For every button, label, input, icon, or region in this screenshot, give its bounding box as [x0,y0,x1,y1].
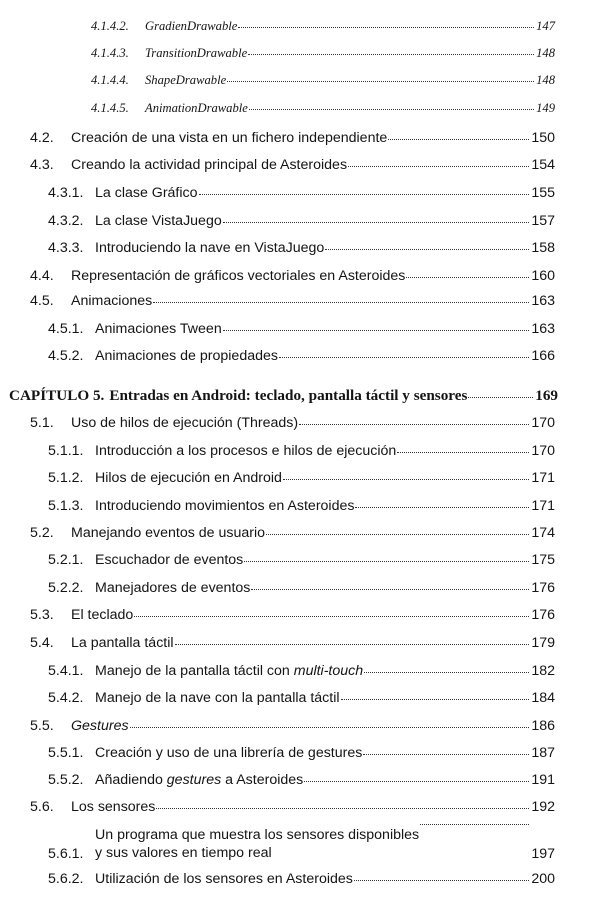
toc-entry-title-text: Manejadores de eventos [95,580,251,596]
toc-entry-title-text: Añadiendo [95,772,167,788]
toc-entry-title-text: Creación de una vista en un fichero independiente [71,130,388,146]
toc-entry-page: 160 [531,268,555,284]
leader-dots [249,109,534,110]
toc-entry-number: 5.5.1. [48,745,84,761]
toc-entry-page: 170 [531,415,555,431]
toc-entry-page: 184 [531,690,555,706]
toc-entry-title-text: La clase VistaJuego [95,213,222,229]
toc-entry-title-text: Manejo de la nave con la pantalla táctil [95,690,340,706]
toc-entry-title-text: GradienDrawable [145,19,238,33]
toc-entry-title [95,552,243,568]
leader-dots [156,808,529,809]
toc-entry-title [71,525,265,541]
leader-dots [355,507,529,508]
toc-entry-page: 179 [531,635,555,651]
toc-entry-title-emphasis: multi-touch [293,663,364,679]
toc-entry-number: 5.1.3. [48,498,84,514]
toc-entry-page: 176 [531,580,555,596]
toc-entry-title [71,799,155,815]
toc-entry-number: 5.6.2. [48,871,84,887]
toc-entry-page: 200 [531,871,555,887]
toc-entry-title-text: El teclado [71,607,134,623]
toc-entry-page: 175 [531,552,555,568]
leader-dots [341,699,530,700]
toc-entry-title [145,73,226,88]
toc-entry-page: 163 [531,293,555,309]
toc-entry-title [95,690,340,706]
toc-entry-title [71,293,152,309]
toc-entry-title-text: Animaciones Tween [95,321,222,337]
toc-entry[interactable] [0,552,555,568]
toc-entry[interactable] [0,663,555,679]
toc-entry-number: 5.1.2. [48,470,84,486]
toc-entry-title-text: La pantalla táctil [71,635,174,651]
toc-entry-title [95,240,324,256]
toc-entry[interactable] [0,826,555,862]
toc-entry-title [95,498,354,514]
toc-entry-page: 169 [535,387,558,404]
toc-entry[interactable] [0,690,555,706]
toc-entry-number: 4.2. [30,130,54,146]
toc-entry-title-text: Uso de hilos de ejecución (Threads) [71,415,299,431]
toc-entry-title-text: Introducción a los procesos e hilos de ejecución [95,443,397,459]
toc-entry-page: 163 [531,321,555,337]
toc-entry-title-emphasis: gestures [166,772,222,788]
leader-dots [251,589,529,590]
toc-entry-page: 157 [531,213,555,229]
toc-entry[interactable] [0,470,555,486]
toc-entry-number: 4.1.4.3. [91,46,129,60]
toc-entry-title-emphasis: Gestures [71,718,129,734]
leader-dots [468,397,533,398]
toc-entry-number: 5.4. [30,635,54,651]
toc-entry-number: 4.4. [30,268,54,284]
toc-entry-title-text: Introduciendo la nave en VistaJuego [95,240,325,256]
toc-entry-number: 4.1.4.4. [91,73,129,87]
toc-entry-title [71,130,387,146]
leader-dots [397,452,529,453]
toc-entry[interactable] [0,348,555,364]
leader-dots [388,139,529,140]
toc-entry-number: 5.6.1. [48,846,84,862]
leader-dots [364,672,529,673]
toc-entry-title [95,580,250,596]
toc-entry[interactable] [0,293,555,309]
toc-entry-title [71,157,347,173]
toc-entry-title-text: Animaciones de propiedades [95,348,278,364]
toc-entry-number: 4.1.4.5. [91,101,129,115]
toc-entry-number: 4.3.1. [48,185,84,201]
toc-entry-title [95,185,198,201]
toc-entry-page: 170 [531,443,555,459]
toc-entry-title-text: Entradas en Android: teclado, pantalla táctil y sensores [109,387,468,404]
leader-dots [279,357,529,358]
toc-entry-number: 4.3. [30,157,54,173]
toc-entry-title-line1: Un programa que muestra los sensores disponibles [95,827,420,843]
toc-entry-page: 147 [536,19,555,33]
toc-entry-title-text: ShapeDrawable [145,73,227,87]
leader-dots [363,754,529,755]
toc-entry-number: 4.1.4.2. [91,19,129,33]
toc-entry-title [145,19,237,34]
toc-entry-number: 5.1.1. [48,443,84,459]
toc-entry-title [95,663,363,679]
toc-entry-title [95,772,303,788]
toc-entry-page: 176 [531,607,555,623]
leader-dots [238,27,534,28]
toc-entry-title-text: Creación y uso de una librería de gestures [95,745,363,761]
leader-dots [223,222,530,223]
toc-entry-number: 5.6. [30,799,54,815]
toc-entry-title-text: Manejo de la pantalla táctil con [95,663,294,679]
toc-entry-title [95,348,278,364]
toc-entry-title-text: Utilización de los sensores en Asteroides [95,871,353,887]
toc-entry-title-text: Representación de gráficos vectoriales en Asteroides [71,268,406,284]
toc-entry-title-text: Animaciones [71,293,153,309]
toc-entry-title-text: Los sensores [71,799,156,815]
leader-dots [227,81,534,82]
toc-entry[interactable] [0,101,555,116]
toc-entry-number: CAPÍTULO 5. [9,387,105,404]
toc-entry-page: 154 [531,157,555,173]
toc-entry-title [95,213,222,229]
toc-entry[interactable] [0,130,555,146]
toc-entry-title-text: Manejando eventos de usuario [71,525,266,541]
toc-entry-page: 150 [531,130,555,146]
toc-entry-page: 174 [531,525,555,541]
toc-entry[interactable] [0,19,555,34]
toc-entry-title [95,826,419,862]
toc-entry-number: 5.5.2. [48,772,84,788]
toc-entry-title-text: Introduciendo movimientos en Asteroides [95,498,355,514]
toc-entry-number: 4.5.1. [48,321,84,337]
toc-entry[interactable] [0,745,555,761]
toc-entry[interactable] [0,580,555,596]
toc-entry[interactable] [0,498,555,514]
toc-entry-title-text: TransitionDrawable [145,46,248,60]
toc-entry-page: 186 [531,718,555,734]
toc-entry[interactable] [0,268,555,284]
toc-entry[interactable] [0,387,558,405]
toc-entry-page: 158 [531,240,555,256]
leader-dots [223,330,530,331]
leader-dots [299,424,529,425]
toc-entry[interactable] [0,185,555,201]
toc-entry[interactable] [0,321,555,337]
toc-entry-title-text: La clase Gráfico [95,185,198,201]
leader-dots [348,166,529,167]
toc-entry-title [109,387,467,405]
toc-entry-number: 4.5.2. [48,348,84,364]
toc-entry-number: 5.4.2. [48,690,84,706]
leader-dots [354,880,529,881]
toc-entry-page: 187 [531,745,555,761]
toc-entry-number: 5.2. [30,525,54,541]
leader-dots [134,616,529,617]
toc-entry[interactable] [0,525,555,541]
toc-entry[interactable] [0,635,555,651]
toc-entry-page: 182 [531,663,555,679]
toc-entry-page: 171 [531,498,555,514]
leader-dots [304,781,529,782]
toc-entry-number: 4.3.3. [48,240,84,256]
toc-entry-number: 5.2.1. [48,552,84,568]
toc-entry[interactable] [0,73,555,88]
toc-entry-title [145,101,248,116]
toc-entry-title-line2: y sus valores en tiempo real [95,845,272,861]
toc-entry-page: 149 [536,101,555,115]
toc-entry-page: 148 [536,46,555,60]
toc-entry[interactable] [0,772,555,788]
toc-entry-number: 5.4.1. [48,663,84,679]
toc-entry[interactable] [0,607,555,623]
toc-entry-number: 5.3. [30,607,54,623]
leader-dots [199,194,530,195]
toc-entry-number: 4.3.2. [48,213,84,229]
toc-entry-title [71,718,129,734]
toc-entry-title [95,871,353,887]
toc-entry-title-text: Creando la actividad principal de Asteroides [71,157,348,173]
toc-entry-number: 5.5. [30,718,54,734]
leader-dots [325,249,529,250]
toc-entry[interactable] [0,443,555,459]
toc-entry-title-text: Escuchador de eventos [95,552,244,568]
leader-dots [244,561,529,562]
toc-entry-number: 5.1. [30,415,54,431]
toc-entry-number: 4.5. [30,293,54,309]
toc-entry-page: 197 [531,846,555,862]
leader-dots [283,479,529,480]
toc-entry[interactable] [0,718,555,734]
toc-entry-title [95,321,222,337]
leader-dots [175,644,530,645]
toc-entry-title-text: AnimationDrawable [145,101,248,115]
toc-entry[interactable] [0,415,555,431]
leader-dots [420,824,529,825]
leader-dots [130,727,530,728]
toc-entry-title [95,745,362,761]
toc-entry-title-text-after: a Asteroides [221,772,304,788]
toc-entry-title [95,443,396,459]
leader-dots [248,54,534,55]
toc-entry-title-text: Hilos de ejecución en Android [95,470,282,486]
toc-entry-title [145,46,247,61]
toc-entry-page: 192 [531,799,555,815]
toc-entry-title [71,415,298,431]
toc-entry[interactable] [0,871,555,887]
toc-entry[interactable] [0,240,555,256]
toc-entry-title [71,607,133,623]
toc-entry-page: 171 [531,470,555,486]
toc-entry[interactable] [0,157,555,173]
toc-entry[interactable] [0,213,555,229]
toc-entry-title [71,635,174,651]
toc-entry[interactable] [0,46,555,61]
toc-entry-page: 191 [531,772,555,788]
toc-entry-title [71,268,405,284]
toc-entry-page: 166 [531,348,555,364]
toc-entry-number: 5.2.2. [48,580,84,596]
toc-entry-page: 148 [536,73,555,87]
leader-dots [406,277,529,278]
toc-entry-page: 155 [531,185,555,201]
leader-dots [266,534,529,535]
leader-dots [153,302,529,303]
toc-entry[interactable] [0,799,555,815]
toc-entry-title [95,470,282,486]
